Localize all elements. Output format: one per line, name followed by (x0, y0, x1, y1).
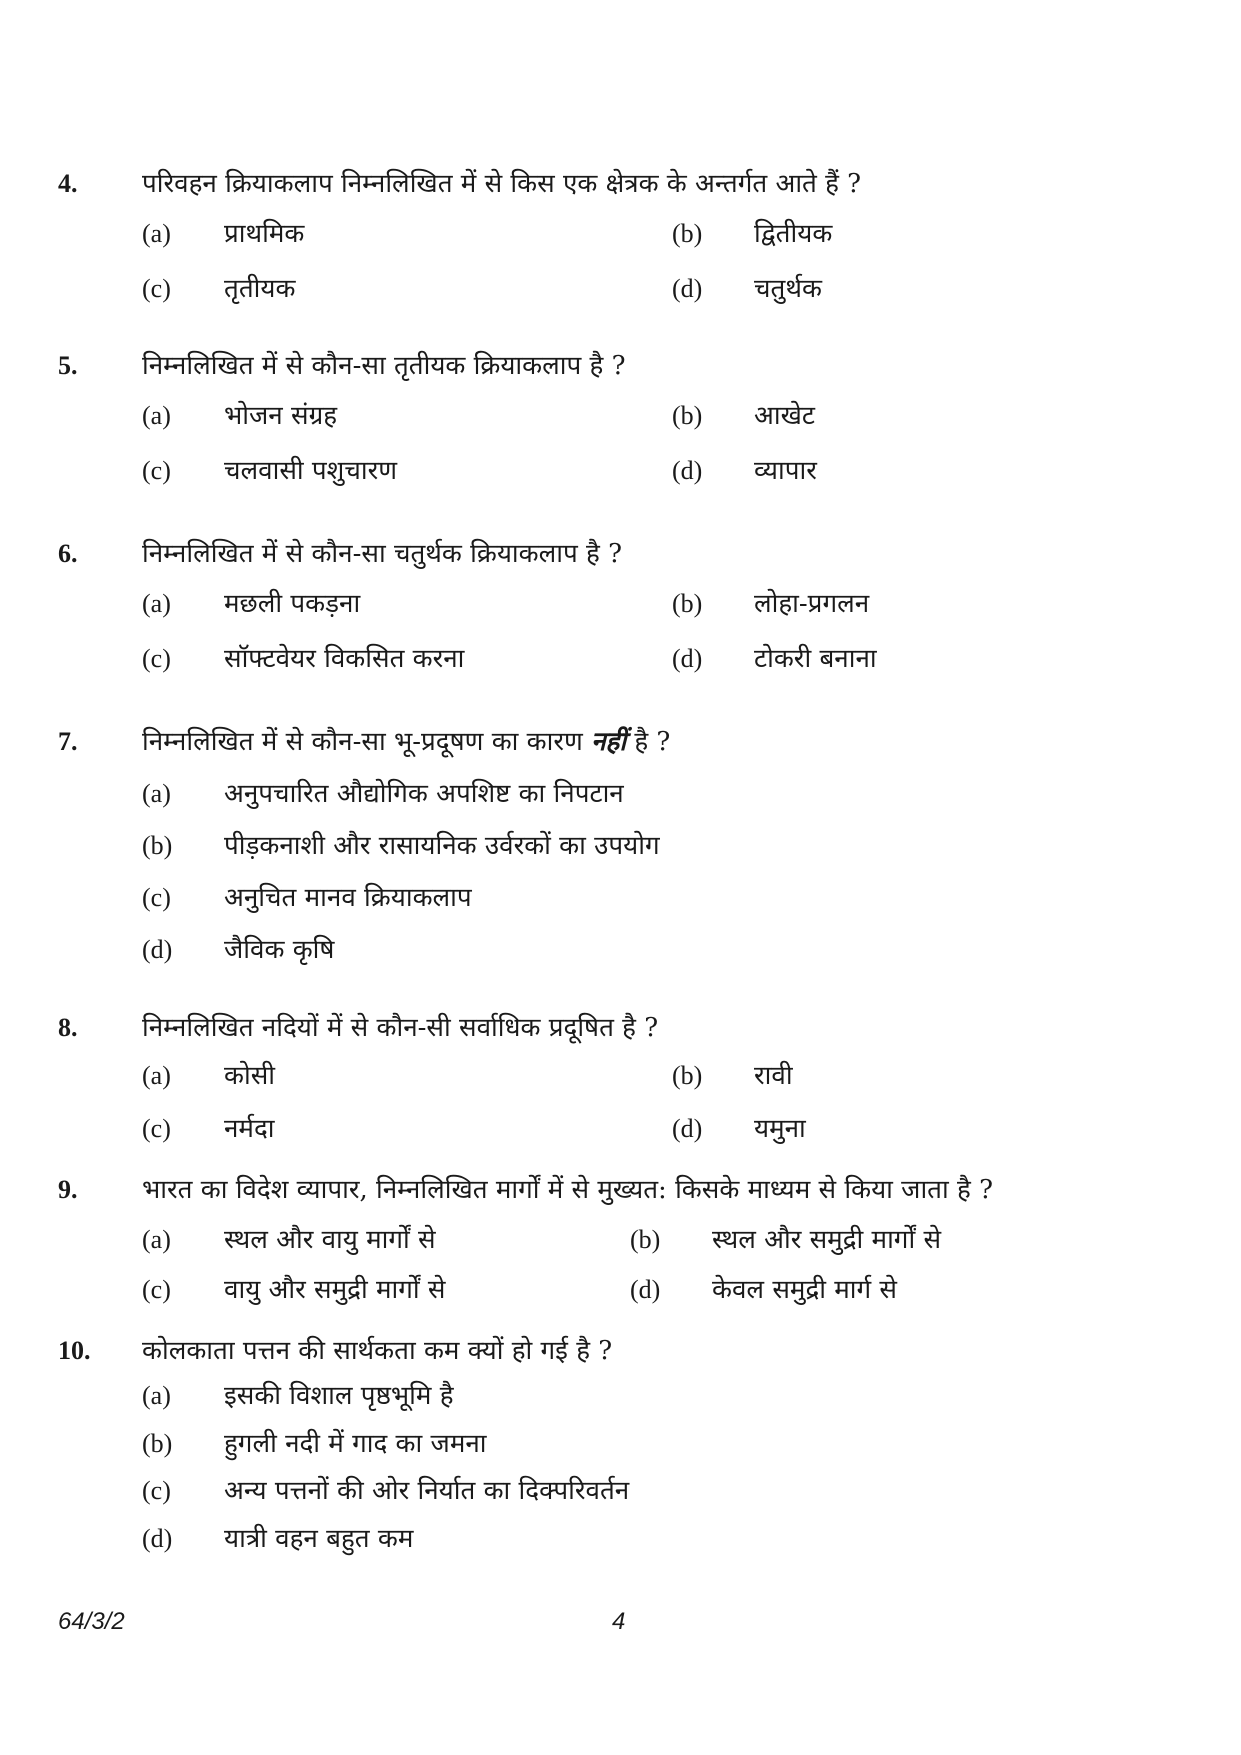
option-text: व्यापार (754, 456, 817, 486)
option-text: द्वितीयक (754, 219, 833, 249)
option-text: प्राथमिक (224, 219, 305, 249)
option-text: स्थल और समुद्री मार्गों से (712, 1225, 942, 1255)
option-text: हुगली नदी में गाद का जमना (224, 1429, 487, 1459)
option-text: यमुना (754, 1114, 806, 1144)
option-text: मछली पकड़ना (224, 589, 361, 619)
option-text: अन्य पत्तनों की ओर निर्यात का दिक्परिवर्तन (224, 1476, 630, 1506)
question-number: 5. (58, 351, 78, 380)
page-number: 4 (612, 1608, 626, 1635)
option-text: सॉफ्टवेयर विकसित करना (224, 644, 465, 674)
question-number: 10. (58, 1336, 91, 1365)
option-label: (d) (142, 1524, 173, 1553)
question-text: कोलकाता पत्तन की सार्थकता कम क्यों हो गई है ? (142, 1336, 613, 1366)
question-text-after: है ? (634, 727, 671, 757)
option-text: रावी (754, 1061, 793, 1091)
option-label: (b) (142, 1429, 173, 1458)
option-text: यात्री वहन बहुत कम (224, 1524, 414, 1554)
option-label: (d) (672, 274, 703, 303)
question-7 (0, 724, 1241, 784)
option-text: तृतीयक (224, 274, 296, 304)
option-label: (c) (142, 274, 171, 303)
option-text: टोकरी बनाना (754, 644, 877, 674)
option-label: (d) (672, 456, 703, 485)
option-label: (a) (142, 401, 171, 430)
option-label: (c) (142, 1275, 171, 1304)
option-text: लोहा-प्रगलन (754, 589, 870, 619)
question-number: 6. (58, 539, 78, 568)
option-label: (a) (142, 1225, 171, 1254)
option-label: (d) (672, 1114, 703, 1143)
question-text: भारत का विदेश व्यापार, निम्नलिखित मार्गों में से मुख्यत: किसके माध्यम से किया जाता है ? (142, 1175, 994, 1205)
option-label: (a) (142, 1381, 171, 1410)
option-text: चतुर्थक (754, 274, 822, 304)
option-text: स्थल और वायु मार्गों से (224, 1225, 436, 1255)
question-text: निम्नलिखित नदियों में से कौन-सी सर्वाधिक प्रदूषित है ? (142, 1013, 659, 1043)
option-label: (b) (672, 1061, 703, 1090)
question-4 (0, 166, 1241, 226)
question-number: 8. (58, 1013, 78, 1042)
emphasis-word: नहीं (591, 727, 627, 757)
question-5 (0, 348, 1241, 408)
option-text: इसकी विशाल पृष्ठभूमि है (224, 1381, 454, 1411)
option-label: (c) (142, 883, 171, 912)
question-9 (0, 1172, 1241, 1232)
option-label: (a) (142, 219, 171, 248)
option-label: (c) (142, 456, 171, 485)
option-text: नर्मदा (224, 1114, 275, 1144)
question-number: 9. (58, 1175, 78, 1204)
option-label: (d) (672, 644, 703, 673)
option-label: (c) (142, 1114, 171, 1143)
question-8 (0, 1010, 1241, 1070)
option-label: (d) (142, 935, 173, 964)
option-label: (b) (142, 831, 173, 860)
paper-code: 64/3/2 (58, 1608, 125, 1635)
option-label: (b) (672, 219, 703, 248)
option-label: (b) (672, 401, 703, 430)
option-text: आखेट (754, 401, 815, 431)
option-label: (b) (630, 1225, 661, 1254)
option-text: केवल समुद्री मार्ग से (712, 1275, 898, 1305)
option-label: (a) (142, 1061, 171, 1090)
option-label: (a) (142, 589, 171, 618)
question-10 (0, 1333, 1241, 1393)
question-text: निम्नलिखित में से कौन-सा चतुर्थक क्रियाकलाप है ? (142, 539, 623, 569)
question-text (142, 724, 670, 760)
option-text: चलवासी पशुचारण (224, 456, 398, 486)
option-text: जैविक कृषि (224, 935, 335, 965)
option-text: कोसी (224, 1061, 276, 1091)
option-text: भोजन संग्रह (224, 401, 338, 431)
option-label: (c) (142, 1476, 171, 1505)
question-number: 7. (58, 727, 78, 756)
question-text-before: निम्नलिखित में से कौन-सा भू-प्रदूषण का कारण (142, 727, 583, 757)
question-number: 4. (58, 169, 78, 198)
question-text: परिवहन क्रियाकलाप निम्नलिखित में से किस एक क्षेत्रक के अन्तर्गत आते हैं ? (142, 169, 862, 199)
option-label: (a) (142, 779, 171, 808)
option-text: अनुपचारित औद्योगिक अपशिष्ट का निपटान (224, 779, 624, 809)
question-6 (0, 536, 1241, 596)
option-text: वायु और समुद्री मार्गों से (224, 1275, 446, 1305)
option-label: (c) (142, 644, 171, 673)
question-text: निम्नलिखित में से कौन-सा तृतीयक क्रियाकलाप है ? (142, 351, 626, 381)
option-label: (d) (630, 1275, 661, 1304)
option-text: पीड़कनाशी और रासायनिक उर्वरकों का उपयोग (224, 831, 660, 861)
option-label: (b) (672, 589, 703, 618)
option-text: अनुचित मानव क्रियाकलाप (224, 883, 472, 913)
